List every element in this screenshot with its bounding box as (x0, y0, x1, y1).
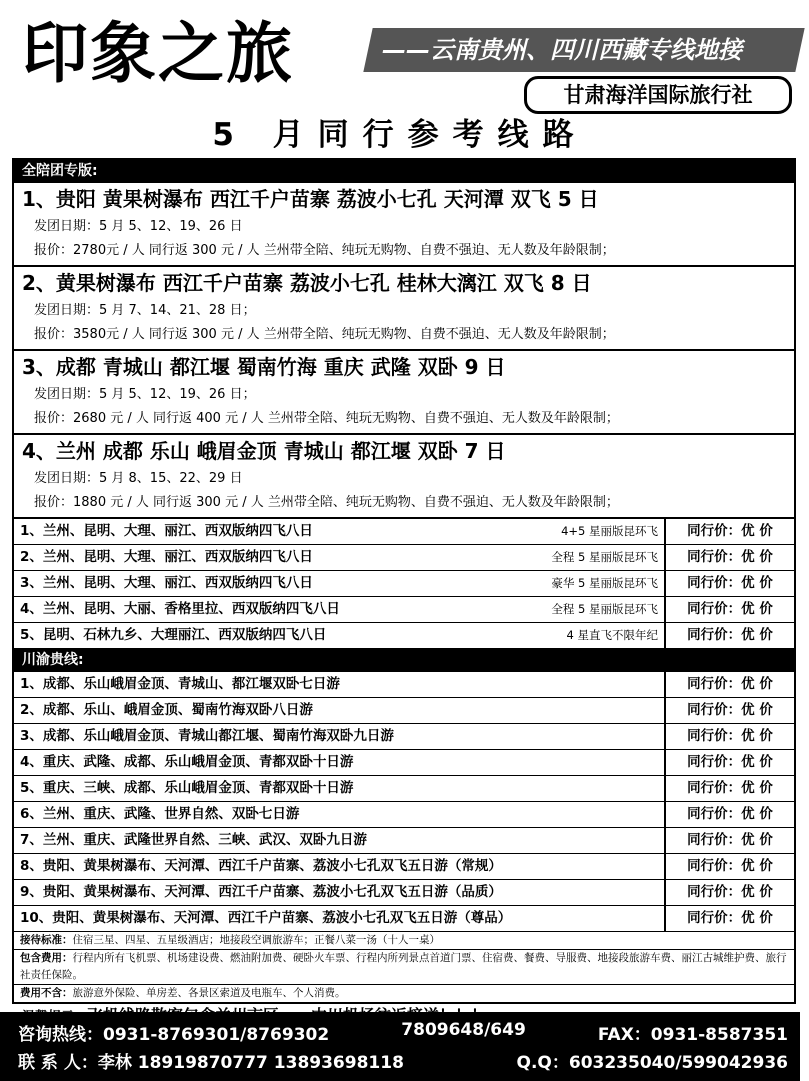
info-label: 费用不含： (20, 987, 73, 999)
tour-dates: 发团日期：5 月 5、12、19、26 日 (34, 219, 243, 234)
hotline-extra: 7809648/649 (401, 1020, 526, 1040)
yunnan-route-row (14, 571, 794, 597)
contact-person: 联 系 人：李林 18919870777 13893698118 (18, 1053, 404, 1073)
route-price: 同行价：优 价 (664, 776, 794, 801)
tour-price: 报价：1880 元 / 人 同行返 300 元 / 人 兰州带全陪、纯玩无购物、自费不强迫、无人数及年龄限制； (34, 495, 619, 510)
footer-line-2 (18, 1048, 788, 1073)
route-price: 同行价：优 价 (664, 906, 794, 931)
route-price: 同行价：优 价 (664, 698, 794, 723)
tour-price: 报价：3580元 / 人 同行返 300 元 / 人 兰州带全陪、纯玩无购物、自费不强迫、无人数及年龄限制； (34, 327, 615, 342)
brand-title: 印象之旅 (22, 15, 294, 92)
route-price: 同行价：优 价 (664, 545, 794, 570)
info-label: 包含费用： (20, 952, 73, 964)
route-name: 2、兰州、昆明、大理、丽江、西双版纳四飞八日 (20, 549, 313, 565)
section-header-chuanyu: 川渝贵线: (14, 649, 794, 672)
route-name: 5、重庆、三峡、成都、乐山峨眉金顶、青都双卧十日游 (20, 780, 354, 796)
route-price: 同行价：优 价 (664, 571, 794, 596)
route-price: 同行价：优 价 (664, 854, 794, 879)
chuanyu-route-row (14, 828, 794, 854)
yunnan-route-row (14, 519, 794, 545)
tour-dates: 发团日期：5 月 5、12、19、26 日； (34, 387, 256, 402)
route-note: 4+5 星丽版昆环飞 (561, 524, 658, 538)
route-name: 1、成都、乐山峨眉金顶、青城山、都江堰双卧七日游 (20, 676, 340, 692)
route-name: 9、贵阳、黄果树瀑布、天河潭、西江千户苗寨、荔波小七孔双飞五日游（品质） (20, 884, 502, 900)
tour-price: 报价：2780元 / 人 同行返 300 元 / 人 兰州带全陪、纯玩无购物、自费不强迫、无人数及年龄限制； (34, 243, 615, 258)
route-name: 6、兰州、重庆、武隆、世界自然、双卧七日游 (20, 806, 300, 822)
tour-title: 3、成都 青城山 都江堰 蜀南竹海 重庆 武隆 双卧 9 日 (22, 355, 506, 379)
route-name: 10、贵阳、黄果树瀑布、天河潭、西江千户苗寨、荔波小七孔双飞五日游（尊品） (20, 910, 512, 926)
route-name: 4、兰州、昆明、大丽、香格里拉、西双版纳四飞八日 (20, 601, 340, 617)
route-note: 4 星直飞不限年纪 (566, 628, 658, 642)
route-name: 3、兰州、昆明、大理、丽江、西双版纳四飞八日 (20, 575, 313, 591)
route-name: 7、兰州、重庆、武隆世界自然、三峡、武汉、双卧九日游 (20, 832, 367, 848)
featured-tour-1 (14, 183, 794, 267)
slogan-ribbon (363, 28, 804, 72)
fax: FAX：0931-8587351 (597, 1025, 788, 1045)
route-name: 4、重庆、武隆、成都、乐山峨眉金顶、青都双卧十日游 (20, 754, 354, 770)
route-name: 3、成都、乐山峨眉金顶、青城山都江堰、蜀南竹海双卧九日游 (20, 728, 394, 744)
footer-line-1 (18, 1020, 788, 1045)
qq-number: Q.Q：603235040/599042936 (516, 1053, 788, 1073)
contact-footer (0, 1012, 800, 1081)
route-price: 同行价：优 价 (664, 880, 794, 905)
fee-excluded (14, 985, 794, 1003)
route-name: 2、成都、乐山、峨眉金顶、蜀南竹海双卧八日游 (20, 702, 313, 718)
tour-dates: 发团日期：5 月 7、14、21、28 日； (34, 303, 256, 318)
tour-dates: 发团日期：5 月 8、15、22、29 日 (34, 471, 243, 486)
info-text: 旅游意外保险、单房差、各景区索道及电瓶车、个人消费。 (72, 987, 346, 999)
route-name: 5、昆明、石林九乡、大理丽江、西双版纳四飞八日 (20, 627, 327, 643)
info-text: 住宿三星、四星、五星级酒店；地接段空调旅游车；正餐八菜一汤（十人一桌） (72, 934, 440, 946)
route-note: 全程 5 星丽版昆环飞 (551, 550, 658, 564)
featured-tour-3 (14, 351, 794, 435)
route-note: 豪华 5 星丽版昆环飞 (551, 576, 658, 590)
tour-title: 1、贵阳 黄果树瀑布 西江千户苗寨 荔波小七孔 天河潭 双飞 5 日 (22, 187, 599, 211)
yunnan-route-row (14, 545, 794, 571)
agency-badge: 甘肃海洋国际旅行社 (524, 76, 792, 114)
route-price: 同行价：优 价 (664, 623, 794, 648)
route-price: 同行价：优 价 (664, 750, 794, 775)
route-price: 同行价：优 价 (664, 724, 794, 749)
reception-standard (14, 932, 794, 950)
featured-tour-2 (14, 267, 794, 351)
featured-tour-4 (14, 435, 794, 519)
route-price: 同行价：优 价 (664, 828, 794, 853)
chuanyu-route-row (14, 802, 794, 828)
yunnan-route-row (14, 597, 794, 623)
route-name: 8、贵阳、黄果树瀑布、天河潭、西江千户苗寨、荔波小七孔双飞五日游（常规） (20, 858, 502, 874)
tour-listing (12, 158, 796, 1004)
tour-title: 4、兰州 成都 乐山 峨眉金顶 青城山 都江堰 双卧 7 日 (22, 439, 506, 463)
chuanyu-route-row (14, 724, 794, 750)
chuanyu-route-row (14, 672, 794, 698)
route-price: 同行价：优 价 (664, 802, 794, 827)
hotline: 咨询热线：0931-8769301/8769302 (18, 1025, 330, 1045)
chuanyu-route-row (14, 906, 794, 932)
chuanyu-route-row (14, 750, 794, 776)
section-header-quanpei: 全陪团专版: (14, 160, 794, 183)
tour-title: 2、黄果树瀑布 西江千户苗寨 荔波小七孔 桂林大漓江 双飞 8 日 (22, 271, 592, 295)
route-name: 1、兰州、昆明、大理、丽江、西双版纳四飞八日 (20, 523, 313, 539)
chuanyu-route-row (14, 776, 794, 802)
fee-included (14, 950, 794, 985)
route-price: 同行价：优 价 (664, 597, 794, 622)
slogan-text: ——云南贵州、四川西藏专线地接 (382, 36, 742, 64)
chuanyu-route-row (14, 880, 794, 906)
yunnan-route-row (14, 623, 794, 649)
header (0, 0, 800, 158)
tour-price: 报价：2680 元 / 人 同行返 400 元 / 人 兰州带全陪、纯玩无购物、自费不强迫、无人数及年龄限制； (34, 411, 619, 426)
chuanyu-route-row (14, 854, 794, 880)
route-note: 全程 5 星丽版昆环飞 (551, 602, 658, 616)
route-price: 同行价：优 价 (664, 519, 794, 544)
info-label: 接待标准： (20, 934, 73, 946)
route-price: 同行价：优 价 (664, 672, 794, 697)
banner-title: 5 月同行参考线路 (212, 117, 588, 153)
info-text: 行程内所有飞机票、机场建设费、燃油附加费、硬卧火车票、行程内所列景点首道门票、住宿费、餐费、导服费、地接段旅游车费、丽江古城维护费、旅行社责任保险。 (20, 952, 787, 981)
chuanyu-route-row (14, 698, 794, 724)
